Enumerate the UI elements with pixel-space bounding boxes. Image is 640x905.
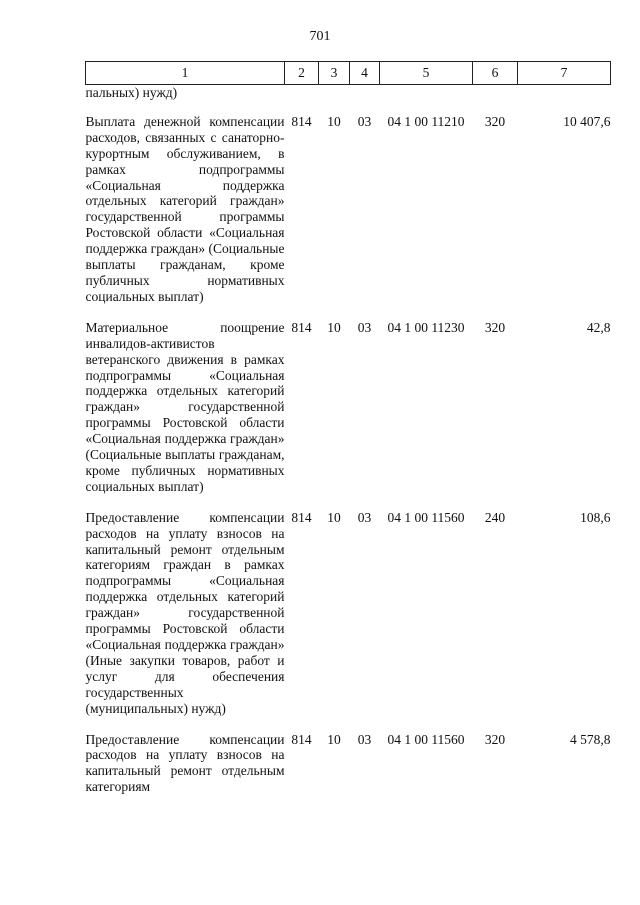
table-header-row: [86, 62, 611, 85]
table-row: [86, 722, 611, 801]
column-header: 5: [380, 62, 473, 85]
amount: 108,6: [580, 509, 611, 525]
target-article-code: 04 1 00 11230: [387, 319, 465, 335]
column-header: 7: [518, 62, 611, 85]
continuation-text: пальных) нужд): [85, 85, 178, 100]
expense-type-code: 240: [484, 509, 506, 525]
ministry-code: 814: [291, 509, 312, 525]
budget-table: [85, 61, 611, 800]
ministry-code: 814: [291, 319, 312, 335]
row-description: Предоставление компенсации расходов на уплату взносов на капитальный ремонт отдельным категориям граждан в рамках подпрограммы «Социальная поддержка отдельных категорий граждан» государственной программы Ростовской области «Социальная поддержка граждан» (Иные закупки товаров, работ и услуг для обеспечения государственных (муниципальных) нужд): [85, 509, 285, 716]
target-article-code: 04 1 00 11560: [387, 509, 465, 525]
section-code: 10: [327, 319, 341, 335]
subsection-code: 03: [357, 509, 372, 525]
expense-type-code: 320: [484, 113, 506, 129]
column-header: 2: [285, 62, 319, 85]
row-description: Материальное поощрение инвалидов-активистов ветеранского движения в рамках подпрограммы «Социальная поддержка отдельных категорий граждан» государственной программы Ростовской области «Социальная поддержка граждан» (Социальные выплаты гражданам, кроме публичных нормативных социальных выплат): [85, 319, 285, 494]
table-row: [86, 500, 611, 722]
subsection-code: 03: [357, 319, 372, 335]
page-number: 701: [309, 29, 331, 44]
amount: 10 407,6: [563, 113, 611, 129]
continuation-row: [86, 85, 611, 104]
column-header: 4: [350, 62, 380, 85]
target-article-code: 04 1 00 11560: [387, 731, 465, 747]
table-row: [86, 104, 611, 310]
subsection-code: 03: [357, 731, 372, 747]
row-description: Выплата денежной компенсации расходов, связанных с санаторно-курортным обслуживанием, в рамках подпрограммы «Социальная поддержка отдельных категорий граждан» государственной программы Ростовской области «Социальная поддержка граждан» (Социальные выплаты гражданам, кроме публичных нормативных социальных выплат): [85, 113, 285, 304]
column-header: 3: [319, 62, 350, 85]
column-header: 6: [473, 62, 518, 85]
amount: 42,8: [586, 319, 611, 335]
ministry-code: 814: [291, 113, 312, 129]
table-row: [86, 310, 611, 500]
ministry-code: 814: [291, 731, 312, 747]
section-code: 10: [327, 509, 341, 525]
row-description: Предоставление компенсации расходов на уплату взносов на капитальный ремонт отдельным категориям: [85, 731, 285, 795]
expense-type-code: 320: [484, 319, 506, 335]
expense-type-code: 320: [484, 731, 506, 747]
subsection-code: 03: [357, 113, 372, 129]
target-article-code: 04 1 00 11210: [387, 113, 465, 129]
column-header: 1: [86, 62, 285, 85]
section-code: 10: [327, 731, 341, 747]
section-code: 10: [327, 113, 341, 129]
amount: 4 578,8: [570, 731, 611, 747]
